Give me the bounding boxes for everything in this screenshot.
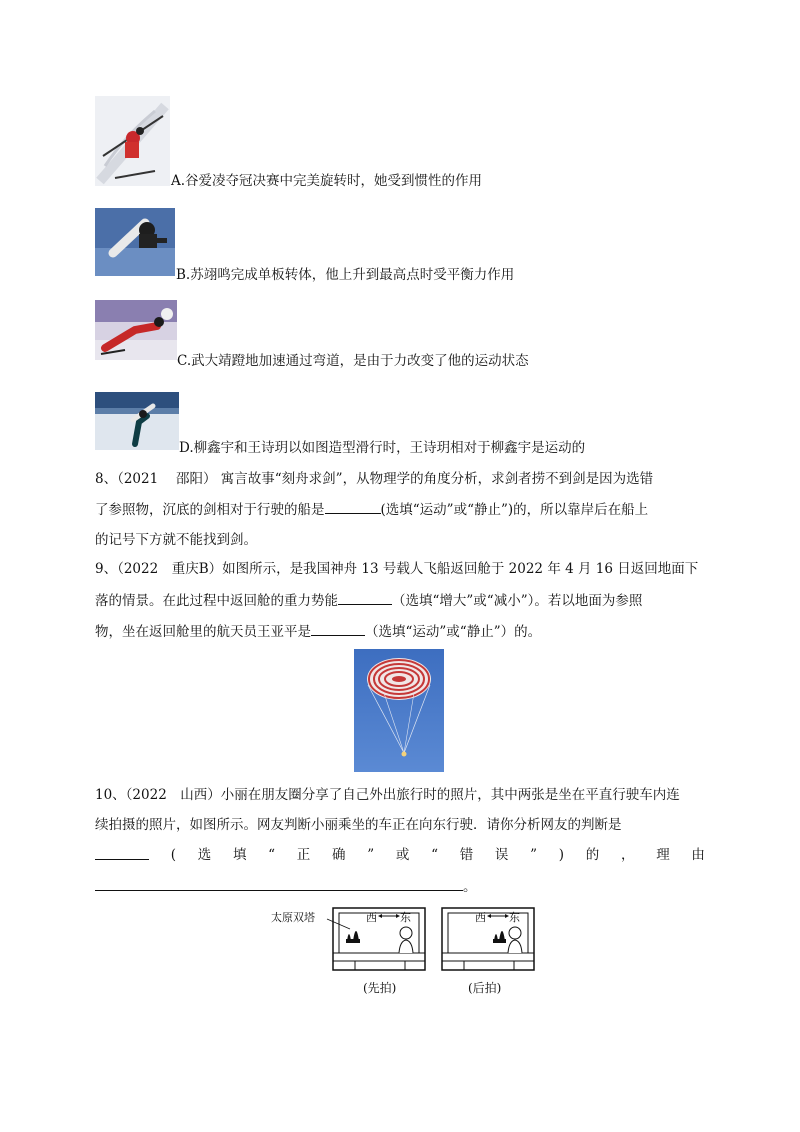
tower-label: 太原双塔 — [271, 911, 315, 924]
q10-token: “ — [268, 847, 276, 863]
q10-token: ， — [620, 847, 635, 863]
q9-line-2 — [95, 590, 642, 611]
q9-line-2-end: （选填“增大”或“减小”）。若以地面为参照 — [392, 593, 643, 609]
option-d-text: D.柳鑫宇和王诗玥以如图造型滑行时，王诗玥相对于柳鑫宇是运动的 — [179, 440, 586, 456]
caption-after-photo: (后拍) — [468, 981, 502, 995]
q10-token: 填 — [232, 847, 247, 863]
direction-west-2: 西 — [475, 911, 486, 924]
photo-speed-skating — [95, 300, 177, 360]
q8-line-3: 的记号下方就不能找到剑。 — [95, 532, 257, 548]
q10-line-3-spread — [95, 845, 705, 865]
q10-token: 理 — [656, 847, 670, 863]
q9-answer-blank-1[interactable] — [338, 590, 392, 605]
q10-token: ) — [558, 847, 565, 863]
q8-line-2-end: (选填“运动”或“静止”)的，所以靠岸后在船上 — [380, 502, 649, 518]
q10-token: 选 — [197, 847, 212, 863]
q10-token: ( — [170, 847, 176, 863]
q10-token: 误 — [494, 847, 509, 863]
q10-answer-blank-1[interactable] — [95, 845, 149, 860]
direction-west-1: 西 — [366, 911, 377, 924]
q10-line-4 — [95, 876, 477, 897]
q10-answer-blank-2[interactable] — [95, 876, 463, 891]
q10-token: 确 — [332, 847, 346, 863]
q8-line-2 — [95, 499, 648, 520]
q10-line-3 — [95, 845, 705, 865]
q9-line-1: 9、（2022 重庆B）如图所示，是我国神舟 13 号载人飞船返回舱于 2022 年 4 月 16 日返回地面下 — [95, 561, 699, 577]
q10-token: 错 — [459, 847, 474, 863]
photo-ice-dance — [95, 392, 179, 450]
q10-token: 的 — [585, 847, 600, 863]
option-a-text: A.谷爱凌夺冠决赛中完美旋转时，她受到惯性的作用 — [171, 173, 483, 189]
q10-line-2: 续拍摄的照片，如图所示。网友判断小丽乘坐的车正在向东行驶．请你分析网友的判断是 — [95, 817, 622, 833]
q9-line-3 — [95, 621, 541, 642]
q9-answer-blank-2[interactable] — [311, 621, 365, 636]
caption-first-photo: (先拍) — [363, 981, 397, 995]
direction-east-1: 东 — [400, 911, 411, 924]
q9-line-3-end: （选填“运动”或“静止”）的。 — [365, 624, 542, 640]
q8-answer-blank[interactable] — [325, 499, 381, 514]
q10-token: ” — [367, 847, 375, 863]
q10-token: “ — [431, 847, 438, 863]
direction-east-2: 东 — [509, 911, 520, 924]
q10-line-1: 10、（2022 山西）小丽在朋友圈分享了自己外出旅行时的照片，其中两张是坐在平直行驶车内连 — [95, 787, 680, 803]
q9-line-3-start: 物，坐在返回舱里的航天员王亚平是 — [95, 624, 311, 640]
q9-line-2-start: 落的情景。在此过程中返回舱的重力势能 — [95, 593, 338, 609]
photo-return-capsule-parachute — [354, 649, 444, 772]
q8-line-1: 8、（2021 邵阳） 寓言故事“刻舟求剑”，从物理学的角度分析，求剑者捞不到剑是因为选错 — [95, 471, 654, 487]
photo-ski-aerial — [95, 96, 170, 186]
photo-snowboard — [95, 208, 175, 276]
q10-token: 由 — [691, 847, 705, 863]
q8-line-2-start: 了参照物，沉底的剑相对于行驶的船是 — [95, 502, 325, 518]
q10-token: ” — [530, 847, 538, 863]
option-b-text: B.苏翊鸣完成单板转体，他上升到最高点时受平衡力作用 — [176, 267, 515, 283]
q10-line-4-end: 。 — [463, 879, 477, 895]
q10-token: 或 — [395, 847, 410, 863]
option-c-text: C.武大靖蹬地加速通过弯道，是由于力改变了他的运动状态 — [177, 353, 529, 369]
q10-token: 正 — [296, 847, 311, 863]
car-window-figure — [270, 905, 540, 1005]
